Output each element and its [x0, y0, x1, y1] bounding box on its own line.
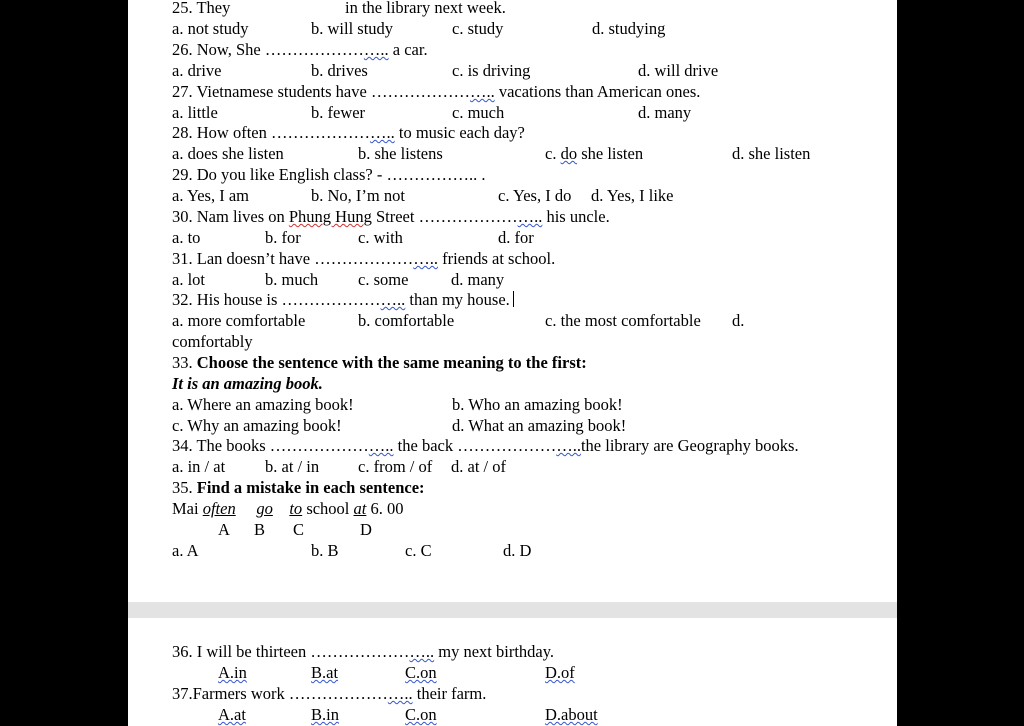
q31-stem: 31. Lan doesn’t have ………………….. friends at school. — [172, 249, 556, 268]
q36-option-b: B.at — [311, 663, 339, 682]
q25-option-c: c. study — [452, 19, 504, 38]
q26-option-d: d. will drive — [638, 61, 719, 80]
q26-option-c: c. is driving — [452, 61, 531, 80]
q29-option-a: a. Yes, I am — [172, 186, 249, 205]
q31-option-b: b. much — [265, 270, 319, 289]
q34-option-c: c. from / of — [358, 457, 433, 476]
q31-option-a: a. lot — [172, 270, 205, 289]
q31-option-d: d. many — [451, 270, 505, 289]
q28-option-c: c. do she listen — [545, 144, 644, 163]
q25-stem-end: in the library next week. — [345, 0, 506, 17]
q35-label-c: C — [293, 520, 305, 539]
q28-option-d: d. she listen — [732, 144, 811, 163]
q37-stem: 37.Farmers work ………………….. their farm. — [172, 684, 487, 703]
q30-stem: 30. Nam lives on Phung Hung Street ………………….. his uncle. — [172, 207, 610, 226]
q35-option-d: d. D — [503, 541, 532, 560]
q27-option-d: d. many — [638, 103, 692, 122]
document-page-2 — [128, 618, 897, 726]
q32-option-d-continued: comfortably — [172, 332, 253, 351]
q37-option-a: A.at — [218, 705, 246, 724]
q34-option-d: d. at / of — [451, 457, 506, 476]
q31-option-c: c. some — [358, 270, 409, 289]
q33-option-b: b. Who an amazing book! — [452, 395, 623, 414]
q29-option-c: c. Yes, I do — [498, 186, 572, 205]
q27-option-b: b. fewer — [311, 103, 366, 122]
q30-option-c: c. with — [358, 228, 403, 247]
q35-label-b: B — [254, 520, 266, 539]
q25-option-a: a. not study — [172, 19, 249, 38]
q29-option-d: d. Yes, I like — [591, 186, 674, 205]
q37-option-d: D.about — [545, 705, 598, 724]
q37-option-b: B.in — [311, 705, 339, 724]
q33-heading: 33. Choose the sentence with the same meaning to the first: — [172, 353, 587, 372]
q29-stem: 29. Do you like English class? - …………….. . — [172, 165, 486, 184]
q32-option-b: b. comfortable — [358, 311, 455, 330]
q35-heading: 35. Find a mistake in each sentence: — [172, 478, 425, 497]
q35-sentence: Mai often go to school at 6. 00 — [172, 499, 404, 518]
q32-stem: 32. His house is ………………….. than my house. — [172, 290, 514, 310]
q25-option-d: d. studying — [592, 19, 666, 38]
q32-option-c: c. the most comfortable — [545, 311, 701, 330]
q33-option-d: d. What an amazing book! — [452, 416, 627, 435]
q35-label-a: A — [218, 520, 230, 539]
q26-option-a: a. drive — [172, 61, 222, 80]
q27-option-a: a. little — [172, 103, 218, 122]
q36-stem: 36. I will be thirteen ………………….. my next birthday. — [172, 642, 555, 661]
q35-option-a: a. A — [172, 541, 199, 560]
q29-option-b: b. No, I’m not — [311, 186, 405, 205]
q28-option-b: b. she listens — [358, 144, 443, 163]
document-page-1 — [128, 0, 897, 602]
q30-option-d: d. for — [498, 228, 534, 247]
q35-option-c: c. C — [405, 541, 432, 560]
q33-option-c: c. Why an amazing book! — [172, 416, 342, 435]
text-cursor — [513, 291, 514, 307]
q30-option-a: a. to — [172, 228, 201, 247]
q36-option-a: A.in — [218, 663, 247, 682]
q34-stem: 34. The books ………………….. the back …………………..the library are Geography books. — [172, 436, 799, 455]
q34-option-a: a. in / at — [172, 457, 226, 476]
q26-option-b: b. drives — [311, 61, 368, 80]
q32-option-d: d. — [732, 311, 745, 330]
q35-option-b: b. B — [311, 541, 339, 560]
q36-option-d: D.of — [545, 663, 575, 682]
q25-stem: 25. They — [172, 0, 231, 17]
q28-option-a: a. does she listen — [172, 144, 284, 163]
q36-option-c: C.on — [405, 663, 437, 682]
q27-stem: 27. Vietnamese students have ………………….. vacations than American ones. — [172, 82, 701, 101]
q27-option-c: c. much — [452, 103, 505, 122]
q33-given-sentence: It is an amazing book. — [172, 374, 323, 393]
q25-option-b: b. will study — [311, 19, 394, 38]
q30-option-b: b. for — [265, 228, 301, 247]
q28-stem: 28. How often ………………….. to music each day? — [172, 123, 525, 142]
q33-option-a: a. Where an amazing book! — [172, 395, 354, 414]
q26-stem: 26. Now, She ………………….. a car. — [172, 40, 428, 59]
page-break — [128, 602, 897, 618]
q35-label-d: D — [360, 520, 372, 539]
q37-option-c: C.on — [405, 705, 437, 724]
q34-option-b: b. at / in — [265, 457, 320, 476]
q32-option-a: a. more comfortable — [172, 311, 306, 330]
